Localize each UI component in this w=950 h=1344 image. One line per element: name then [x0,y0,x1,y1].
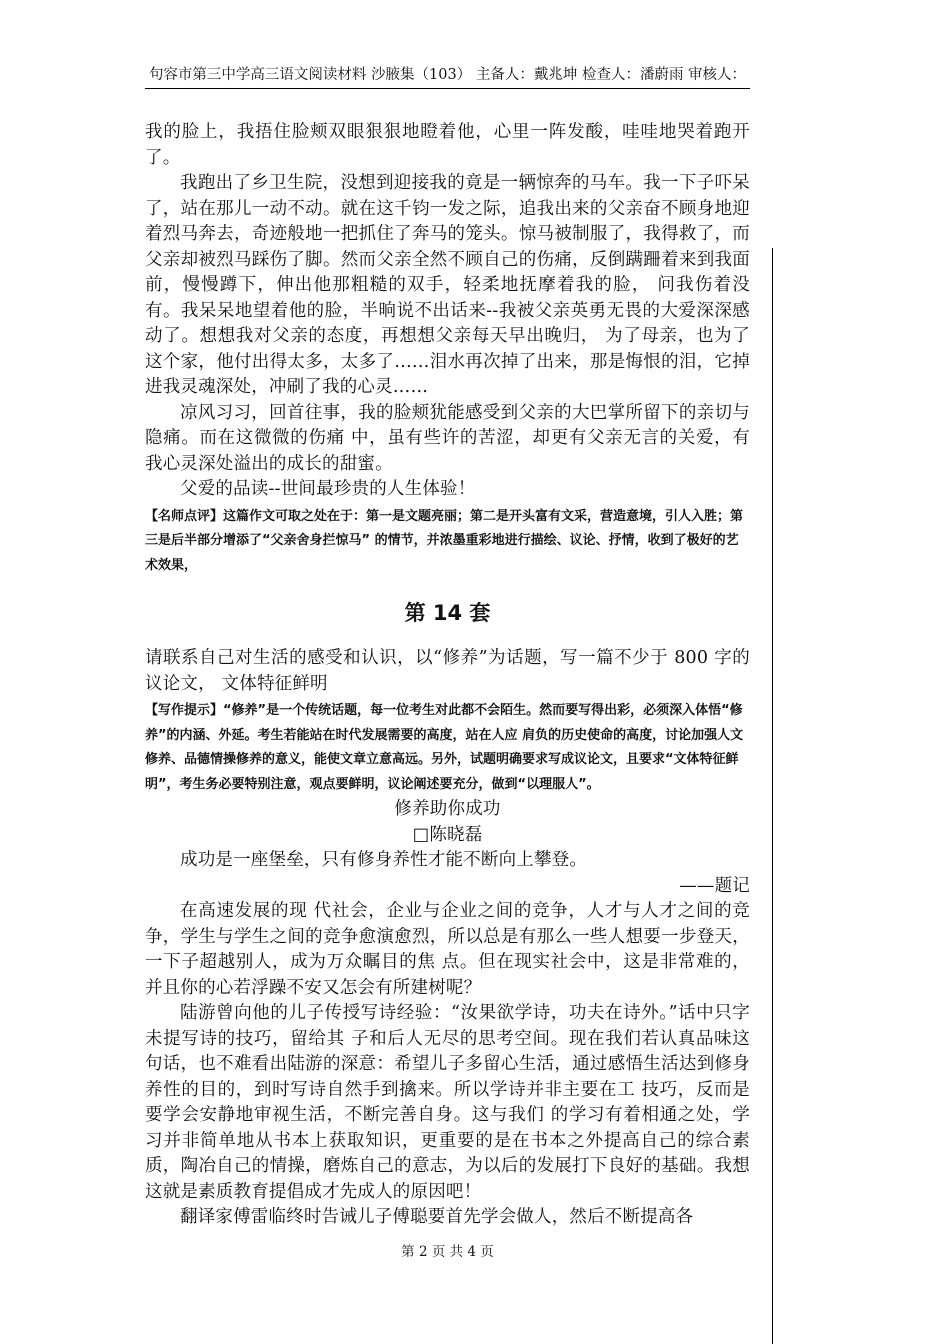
page-number: 第 2 页 共 4 页 [401,1244,494,1260]
set-14-title: 第 14 套 [404,601,491,625]
epigraph-source: ——题记 [679,875,750,896]
essay-paragraph-2: 陆游曾向他的儿子传授写诗经验：“汝果欲学诗，功夫在诗外。”话中只字未提写诗的技巧，留给其 子和后人无尽的思考空间。现在我们若认真品味这句话，也不难看出陆游的深意：希望儿子多留心生活，通过感悟生活达到修身养性的目的，到时写诗自然手到擒来。所以学诗并非主要在工 技巧，反而是要学会安静地审视生活，不断完善自身。这与我们 的学习有着相通之处，学习并非简单地从书本上获取知识，更重要的是在书本之外提高自己的综合素质，陶冶自己的情操，磨炼自己的意志，为以后的发展打下良好的基础。我想这就是素质教育提倡成才先成人的原因吧！ [145,1003,750,1202]
binding-margin-line [772,248,773,1344]
page-header: 句容市第三中学高三语文阅读材料 沙腋集（103） 主备人：戴兆坤 检查人：潘蔚雨 审核人： [145,62,750,89]
essay1-paragraph-4: 父爱的品读--世间最珍贵的人生体验！ [180,479,476,499]
page-content [145,120,750,1231]
essay-title: 修养助你成功 [394,799,501,819]
essay-epigraph: 成功是一座堡垒，只有修身养性才能不断向上攀登。 [180,850,588,870]
essay-author: □陈晓磊 [412,824,483,845]
writing-prompt: 请联系自己对生活的感受和认识，以“修养”为话题，写一篇不少于 800 字的议论文， 文体特征鲜明 [145,648,750,694]
essay-paragraph-1: 在高速发展的现 代社会，企业与企业之间的竞争，人才与人才之间的竞争，学生与学生之间的竞争愈演愈烈，所以总是有那么一些人想要一步登天，一下子超越别人，成为万众瞩目的焦 点。但在现实社会中，这是非常难的，并且你的心若浮躁不安又怎会有所建树呢？ [145,901,750,998]
essay1-paragraph-3: 凉风习习，回首往事，我的脸颊犹能感受到父亲的大巴掌所留下的亲切与隐痛。而在这微微的伤痛 中，虽有些许的苦涩，却更有父亲无言的关爱，有我心灵深处溢出的成长的甜蜜。 [145,402,750,474]
essay-paragraph-3: 翻译家傅雷临终时告诫儿子傅聪要首先学会做人，然后不断提高各 [180,1207,694,1227]
writing-tip: 【写作提示】“修养”是一个传统话题，每一位考生对此都不会陌生。然而要写得出彩，必须深入体悟“修养”的内涵、外延。考生若能站在时代发展需要的高度，站在人应 肩负的历史使命的高度，讨论加强人文修养、品德情操修养的意义，能使文章立意高远。另外，试题明确要求写成议论文，且要求“文体特征鲜明”，考生务必要特别注意，观点要鲜明，议论阐述要充分，做到“以理服人”。 [145,703,744,792]
essay1-paragraph-2: 我跑出了乡卫生院，没想到迎接我的竟是一辆惊奔的马车。我一下子吓呆了，站在那儿一动不动。就在这千钧一发之际，追我出来的父亲奋不顾身地迎着烈马奔去，奇迹般地一把抓住了奔马的笼头。惊马被制服了，我得救了，而父亲却被烈马踩伤了脚。然而父亲全然不顾自己的伤痛，反倒蹒跚着来到我面前，慢慢蹲下，伸出他那粗糙的双手，轻柔地抚摩着我的脸， 问我伤着没有。我呆呆地望着他的脸，半晌说不出话来--我被父亲英勇无畏的大爱深深感动了。想想我对父亲的态度，再想想父亲每天早出晚归， 为了母亲，也为了这个家，他付出得太多，太多了……泪水再次掉了出来，那是悔恨的泪，它掉进我灵魂深处，冲刷了我的心灵…… [145,173,750,397]
teacher-comment: 【名师点评】这篇作文可取之处在于：第一是文题亮丽；第二是开头富有文采，营造意境，引人入胜；第三是后半部分增添了“父亲舍身拦惊马” 的情节，并浓墨重彩地进行描绘、议论、抒情，收到了极好的艺术效果， [145,508,744,573]
essay1-paragraph-1: 我的脸上，我捂住脸颊双眼狠狠地瞪着他，心里一阵发酸，哇哇地哭着跑开了。 [145,122,750,168]
